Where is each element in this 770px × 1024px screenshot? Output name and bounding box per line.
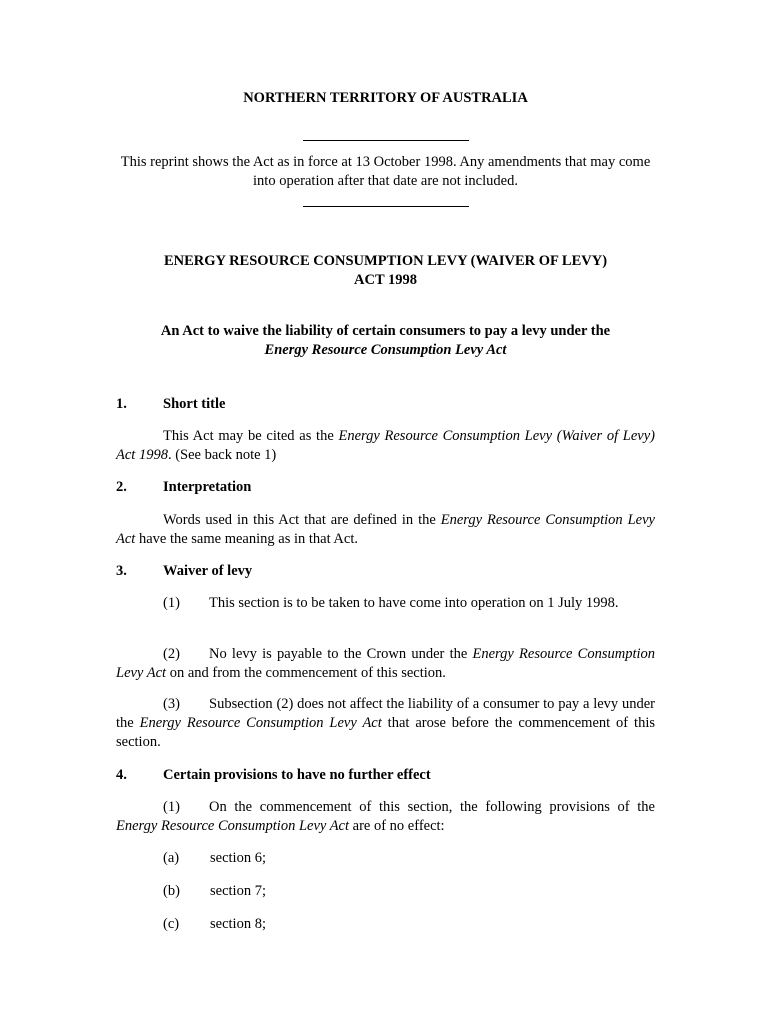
bottom-rule (116, 206, 655, 207)
long-title-line-2: Energy Resource Consumption Levy Act (264, 342, 507, 358)
section-1-heading (116, 395, 655, 414)
paragraph-label: (c) (163, 916, 180, 932)
paragraph-label: (b) (163, 883, 180, 899)
section-number: 1. (116, 396, 127, 412)
section-3-subsection-1: (1) This section is to be taken to have come into operation on 1 July 1998. (163, 595, 619, 611)
section-2-heading (116, 478, 655, 497)
act-citation: Energy Resource Consumption Levy Act (139, 715, 382, 731)
section-heading: Certain provisions to have no further effect (163, 767, 431, 783)
paragraph-label: (a) (163, 850, 180, 866)
act-citation: Energy Resource Consumption Levy Act (116, 646, 656, 681)
section-4-subsection-1: (1) On the commencement of this section, the following provisions of the Energy Resource Consumption Levy Act are of no effect: (116, 799, 655, 834)
paragraph-text: section 6; (210, 850, 266, 866)
act-title (116, 252, 655, 290)
section-2-text: Words used in this Act that are defined in the Energy Resource Consumption Levy Act have the same meaning as in that Act. (116, 512, 655, 547)
section-3-heading (116, 562, 655, 581)
section-number: 3. (116, 563, 127, 579)
long-title-line-1: An Act to waive the liability of certain consumers to pay a levy under the (160, 323, 611, 339)
section-number: 4. (116, 767, 127, 783)
top-rule (116, 140, 655, 141)
section-4-heading (116, 766, 655, 785)
section-number: 2. (116, 479, 127, 495)
section-3-subsection-3: (3) Subsection (2) does not affect the liability of a consumer to pay a levy under the Energy Resource Consumption Levy Act that arose before the commencement of this section. (116, 696, 655, 750)
reprint-note: This reprint shows the Act as in force at 13 October 1998. Any amendments that may come into operation after that date are not included. (120, 154, 651, 189)
act-citation: Energy Resource Consumption Levy Act (116, 818, 350, 834)
act-title-line-1: ENERGY RESOURCE CONSUMPTION LEVY (WAIVER OF LEVY) (163, 253, 608, 269)
long-title (116, 322, 655, 360)
subsection-number: (1) (163, 595, 180, 611)
act-title-line-2: ACT 1998 (354, 272, 417, 288)
act-citation: Energy Resource Consumption Levy (Waiver of Levy) Act 1998 (116, 428, 655, 463)
paragraph-text: section 8; (210, 916, 266, 932)
subsection-number: (3) (163, 696, 180, 712)
act-citation: Energy Resource Consumption Levy Act (116, 512, 655, 547)
section-heading: Interpretation (163, 479, 252, 495)
subsection-number: (2) (163, 646, 180, 662)
paragraph-c (116, 915, 655, 934)
section-3-subsection-2: (2) No levy is payable to the Crown under the Energy Resource Consumption Levy Act on and from the commencement of this section. (116, 646, 656, 681)
jurisdiction-heading: NORTHERN TERRITORY OF AUSTRALIA (243, 90, 528, 106)
paragraph-a (116, 849, 655, 868)
section-1-text: This Act may be cited as the Energy Resource Consumption Levy (Waiver of Levy) Act 1998. (See back note 1) (116, 428, 655, 463)
section-heading: Short title (163, 396, 226, 412)
subsection-number: (1) (163, 799, 180, 815)
paragraph-b (116, 882, 655, 901)
section-heading: Waiver of levy (163, 563, 253, 579)
paragraph-text: section 7; (210, 883, 266, 899)
